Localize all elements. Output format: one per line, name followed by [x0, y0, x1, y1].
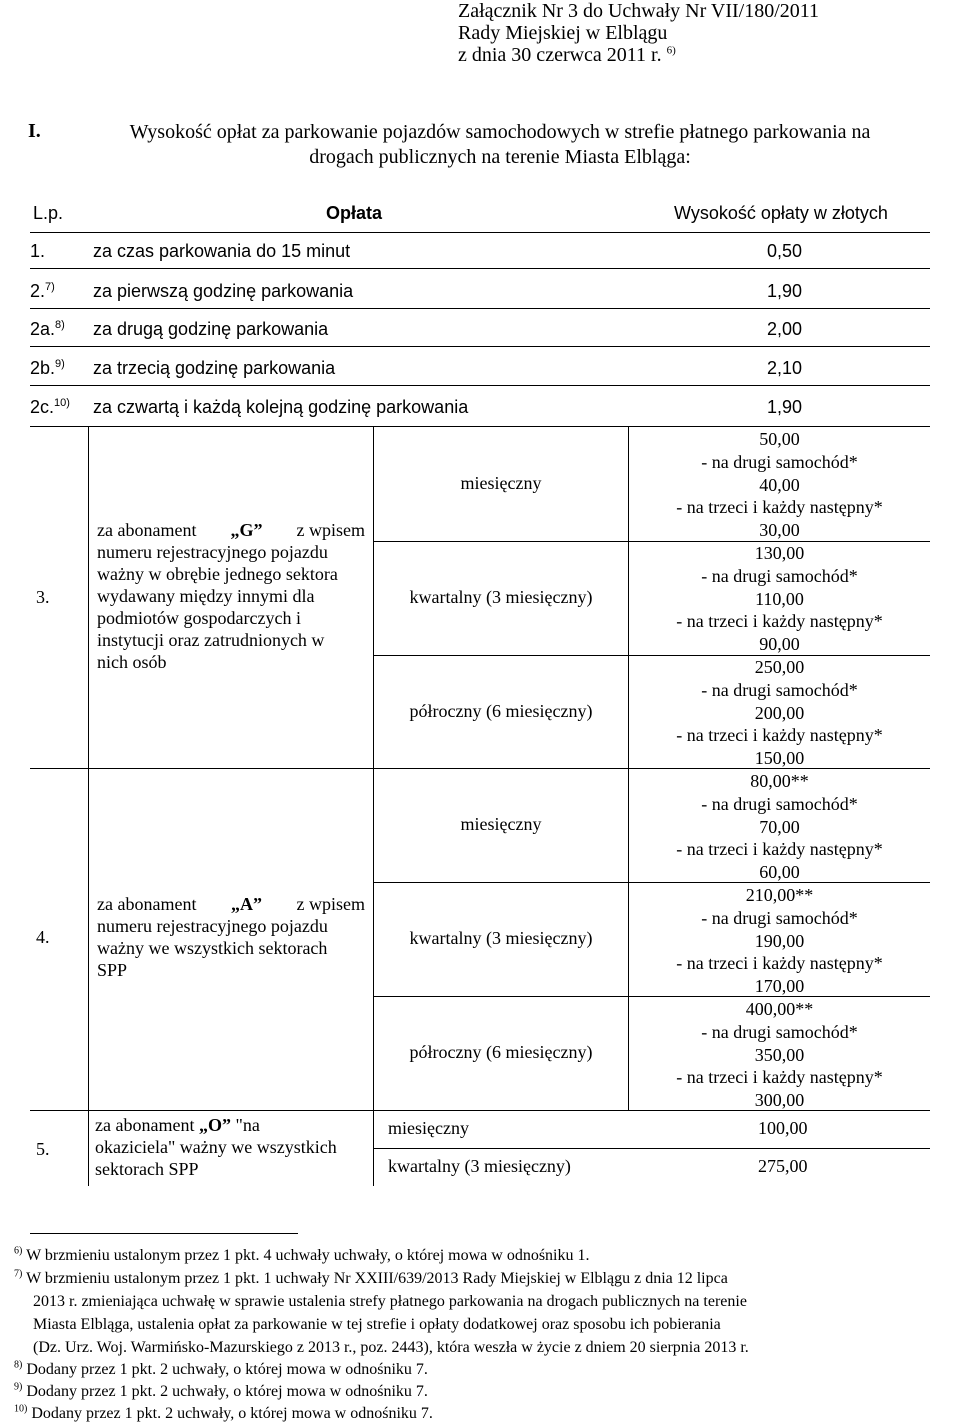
row-divider	[30, 308, 930, 309]
row-desc: za trzecią godzinę parkowania	[93, 358, 336, 378]
period-cell: kwartalny (3 miesięczny)	[409, 928, 593, 948]
col-line-lp	[88, 426, 89, 1186]
row-desc: za drugą godzinę parkowania	[93, 319, 329, 339]
row-desc: za pierwszą godzinę parkowania	[93, 281, 354, 301]
footnote: $^{10)}$ Dodany przez 1 pkt. 2 uchwały, o której mowa w odnośniku 7.	[14, 1403, 433, 1422]
amount-cell: 80,00** - na drugi samochód* 70,00 - na trzeci i każdy następny* 60,00	[676, 771, 883, 883]
period-cell: kwartalny (3 miesięczny)	[409, 587, 593, 607]
section-number: I.	[28, 120, 41, 142]
row-lp: 2c.$^{10)}$	[30, 397, 70, 417]
amount-cell: 275,00	[758, 1156, 808, 1176]
header-line-1: Załącznik Nr 3 do Uchwały Nr VII/180/2011	[458, 0, 820, 22]
row-desc: za abonament „A” z wpisem numeru rejestracyjnego pojazdu ważny we wszystkich sektorach SPP	[97, 894, 365, 980]
footnote: $^{8)}$ Dodany przez 1 pkt. 2 uchwały, o której mowa w odnośniku 7.	[14, 1359, 428, 1378]
header-footnote-mark: 6)	[666, 44, 676, 57]
amount-cell: 400,00** - na drugi samochód* 350,00 - na trzeci i każdy następny* 300,00	[676, 999, 883, 1111]
amount-cell: 50,00 - na drugi samochód* 40,00 - na trzeci i każdy następny* 30,00	[676, 429, 883, 541]
period-cell: miesięczny	[460, 814, 542, 834]
row-divider	[373, 1148, 930, 1149]
row-value: 2,00	[766, 319, 802, 339]
row-divider	[30, 426, 930, 427]
period-cell: miesięczny	[388, 1118, 469, 1138]
row-value: 1,90	[766, 397, 802, 417]
row-lp: 2b.$^{9)}$	[30, 358, 65, 378]
row-footnote-mark: 9)	[55, 358, 65, 370]
row-footnote-mark: 7)	[45, 281, 55, 293]
row-divider	[30, 346, 930, 347]
row-lp: 5.	[36, 1139, 50, 1159]
header-line-2: Rady Miejskiej w Elblągu	[458, 22, 668, 44]
row-value: 2,10	[766, 358, 802, 378]
footnote-continuation: 2013 r. zmieniająca uchwałę w sprawie ustalenia strefy płatnego parkowania na drogach publicznych na terenie	[33, 1293, 747, 1310]
row-desc: za czas parkowania do 15 minut	[93, 241, 351, 261]
period-cell: kwartalny (3 miesięczny)	[388, 1156, 571, 1176]
table-header-rule	[30, 232, 930, 233]
footnote-continuation: (Dz. Urz. Woj. Warmińsko-Mazurskiego z 2013 r., poz. 2443), która weszła w życie z dniem 20 sierpnia 2013 r.	[33, 1339, 749, 1356]
row-divider	[30, 385, 930, 386]
header-amount: Wysokość opłaty w złotych	[674, 203, 888, 223]
row-lp: 2a.$^{8)}$	[30, 319, 65, 339]
amount-cell: 100,00	[758, 1118, 808, 1138]
footnote-separator	[30, 1233, 298, 1234]
row-lp: 2.$^{7)}$	[30, 281, 55, 301]
row-footnote-mark: 10)	[54, 397, 70, 409]
section-title	[70, 120, 930, 170]
amount-cell: 130,00 - na drugi samochód* 110,00 - na trzeci i każdy następny* 90,00	[676, 543, 883, 655]
header-lp: L.p.	[33, 203, 64, 223]
row-value: 0,50	[766, 241, 802, 261]
document-header	[458, 0, 819, 66]
section-title-line-2: drogach publicznych na terenie Miasta Elbląga:	[309, 146, 691, 168]
amount-cell: 210,00** - na drugi samochód* 190,00 - na trzeci i każdy następny* 170,00	[676, 885, 883, 997]
footnote: $^{6)}$ W brzmieniu ustalonym przez 1 pkt. 4 uchwały uchwały, o której mowa w odnośniku 1.	[14, 1245, 590, 1264]
row-desc: za abonament „O” "na okaziciela" ważny we wszystkich sektorach SPP	[95, 1115, 337, 1179]
row-footnote-mark: 8)	[55, 319, 65, 331]
row-value: 1,90	[766, 281, 802, 301]
row-desc: za abonament „G” z wpisem numeru rejestracyjnego pojazdu ważny w obrębie jednego sektora wydawany między innymi dla podmiotów gospodarczych i instytucji oraz zatrudnionych w nich osób	[97, 520, 365, 672]
header-fee: Opłata	[326, 203, 383, 223]
footnote-continuation: Miasta Elbląga, ustalenia opłat za parkowanie w tej strefie i opłaty dodatkowej oraz sposobu ich pobierania	[33, 1316, 721, 1333]
row-desc: za czwartą i każdą kolejną godzinę parkowania	[93, 397, 469, 417]
footnote: $^{7)}$ W brzmieniu ustalonym przez 1 pkt. 1 uchwały Nr XXIII/639/2013 Rady Miejskiej w Elblągu z dnia 12 lipca	[14, 1268, 728, 1287]
col-line-desc	[373, 426, 374, 1186]
section-title-line-1: Wysokość opłat za parkowanie pojazdów samochodowych w strefie płatnego parkowania na	[129, 121, 871, 143]
period-cell: półroczny (6 miesięczny)	[409, 1042, 593, 1062]
period-cell: półroczny (6 miesięczny)	[409, 701, 593, 721]
amount-cell: 250,00 - na drugi samochód* 200,00 - na trzeci i każdy następny* 150,00	[676, 657, 883, 769]
footnote: $^{9)}$ Dodany przez 1 pkt. 2 uchwały, o której mowa w odnośniku 7.	[14, 1381, 428, 1400]
row-lp: 3.	[36, 587, 50, 607]
row-divider	[30, 268, 930, 269]
header-line-3: z dnia 30 czerwca 2011 r. $^{6)}$	[458, 44, 676, 66]
period-cell: miesięczny	[460, 473, 542, 493]
row-lp: 1.	[30, 241, 46, 261]
row-lp: 4.	[36, 927, 50, 947]
